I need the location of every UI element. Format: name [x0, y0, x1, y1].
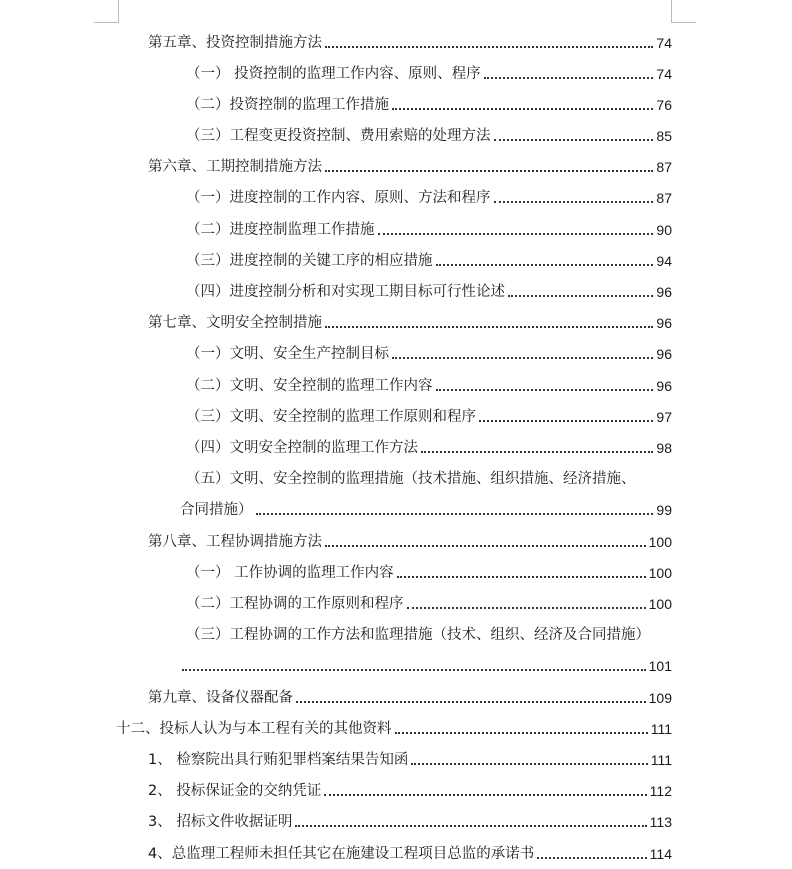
toc-page-number: 87: [656, 159, 672, 175]
toc-entry[interactable]: [148, 30, 672, 52]
dot-leader: [508, 295, 653, 297]
toc-page-number: 96: [656, 284, 672, 300]
toc-entry[interactable]: [148, 747, 672, 769]
dot-leader: [256, 513, 654, 515]
toc-entry-text: （四）进度控制分析和对实现工期目标可行性论述: [186, 284, 505, 300]
toc-entry-text: （二）文明、安全控制的监理工作内容: [186, 378, 433, 394]
toc-entry[interactable]: [148, 809, 672, 831]
toc-entry-text: 4、总监理工程师未担任其它在施建设工程项目总监的承诺书: [148, 846, 535, 862]
toc-entry[interactable]: [186, 92, 672, 114]
dot-leader: [436, 264, 654, 266]
dot-leader: [392, 357, 653, 359]
toc-entry-text: （一） 工作协调的监理工作内容: [186, 565, 394, 581]
toc-page-number: 97: [656, 409, 672, 425]
toc-entry-text: （三）工程变更投资控制、费用索赔的处理方法: [186, 128, 491, 144]
toc-page-number: 99: [656, 502, 672, 518]
dot-leader: [324, 794, 646, 796]
dot-leader: [325, 545, 646, 547]
dot-leader: [537, 857, 646, 859]
toc-page-number: 85: [656, 128, 672, 144]
dot-leader: [182, 669, 646, 671]
toc-page-number: 94: [656, 253, 672, 269]
dot-leader: [484, 77, 654, 79]
toc-page-number: 96: [656, 378, 672, 394]
toc-entry-text: 第六章、工期控制措施方法: [148, 159, 322, 175]
toc-entry[interactable]: [186, 123, 672, 145]
toc-entry[interactable]: [148, 778, 672, 800]
toc-entry-text: （四）文明安全控制的监理工作方法: [186, 440, 418, 456]
toc-page-number: 112: [649, 783, 672, 799]
toc-page-number: 101: [648, 658, 672, 674]
dot-leader: [494, 201, 654, 203]
toc-entry[interactable]: [180, 497, 672, 519]
toc-page-number: 98: [656, 440, 672, 456]
toc-page-number: 114: [649, 846, 672, 862]
toc-entry-text: （二）进度控制监理工作措施: [186, 222, 375, 238]
toc-entry-text: （一） 投资控制的监理工作内容、原则、程序: [186, 66, 481, 82]
toc-page-number: 111: [650, 721, 672, 737]
toc-entry[interactable]: [186, 185, 672, 207]
toc-entry-text: （一）进度控制的工作内容、原则、方法和程序: [186, 190, 491, 206]
toc-entry[interactable]: [186, 248, 672, 270]
dot-leader: [378, 233, 654, 235]
toc-entry[interactable]: [186, 61, 672, 83]
dot-leader: [436, 389, 654, 391]
toc-entry-wrapped-line[interactable]: （三）工程协调的工作方法和监理措施（技术、组织、经济及合同措施）: [186, 627, 650, 643]
toc-page-number: 113: [649, 814, 672, 830]
toc-entry-text: 2、 投标保证金的交纳凭证: [148, 783, 322, 799]
toc-entry-text: 第八章、工程协调措施方法: [148, 534, 322, 550]
toc-entry[interactable]: [186, 217, 672, 239]
dot-leader: [494, 139, 654, 141]
toc-entry[interactable]: [186, 435, 672, 457]
dot-leader: [392, 108, 653, 110]
toc-entry[interactable]: [186, 404, 672, 426]
dot-leader: [295, 825, 646, 827]
toc-page-number: 87: [656, 190, 672, 206]
dot-leader: [397, 576, 646, 578]
toc-page-number: 74: [656, 66, 672, 82]
dot-leader: [325, 326, 653, 328]
toc-page-number: 74: [656, 35, 672, 51]
toc-page-number: 109: [648, 690, 672, 706]
toc-page-number: 90: [656, 222, 672, 238]
toc-page-number: 76: [656, 97, 672, 113]
toc-entry-text: 第五章、投资控制措施方法: [148, 35, 322, 51]
toc-entry-text: 3、 招标文件收据证明: [148, 814, 293, 830]
dot-leader: [325, 170, 653, 172]
toc-entry[interactable]: [148, 154, 672, 176]
toc-page-number: 111: [650, 752, 672, 768]
toc-entry[interactable]: [186, 560, 672, 582]
dot-leader: [395, 732, 648, 734]
toc-page-number: 100: [648, 596, 672, 612]
toc-entry-text: （一）文明、安全生产控制目标: [186, 346, 389, 362]
toc-entry-text: （三）进度控制的关键工序的相应措施: [186, 253, 433, 269]
toc-entry[interactable]: [116, 716, 672, 738]
toc-entry-wrapped-line[interactable]: （五）文明、安全控制的监理措施（技术措施、组织措施、经济措施、: [186, 471, 636, 487]
dot-leader: [325, 46, 653, 48]
toc-entry-text: 第九章、设备仪器配备: [148, 690, 293, 706]
toc-entry[interactable]: [148, 685, 672, 707]
toc-page-number: 100: [648, 534, 672, 550]
toc-entry[interactable]: [186, 373, 672, 395]
toc-entry[interactable]: [186, 341, 672, 363]
toc-entry-text: 1、 检察院出具行贿犯罪档案结果告知函: [148, 752, 409, 768]
dot-leader: [296, 701, 646, 703]
toc-entry[interactable]: [186, 279, 672, 301]
toc-entry[interactable]: [182, 653, 672, 675]
toc-entry[interactable]: [148, 529, 672, 551]
toc-page-number: 96: [656, 315, 672, 331]
toc-entry-text: （二）工程协调的工作原则和程序: [186, 596, 404, 612]
dot-leader: [407, 607, 646, 609]
toc-entry[interactable]: [148, 310, 672, 332]
toc-entry-text: 合同措施）: [180, 502, 253, 518]
toc-entry-text: （三）文明、安全控制的监理工作原则和程序: [186, 409, 476, 425]
toc-entry-text: （二）投资控制的监理工作措施: [186, 97, 389, 113]
dot-leader: [421, 451, 653, 453]
toc-entry-text: 十二、投标人认为与本工程有关的其他资料: [116, 721, 392, 737]
dot-leader: [479, 420, 653, 422]
toc-entry-text: 第七章、文明安全控制措施: [148, 315, 322, 331]
toc-entry[interactable]: [148, 841, 672, 863]
dot-leader: [411, 763, 647, 765]
toc-entry[interactable]: [186, 591, 672, 613]
toc-page-number: 96: [656, 346, 672, 362]
toc-page-number: 100: [648, 565, 672, 581]
